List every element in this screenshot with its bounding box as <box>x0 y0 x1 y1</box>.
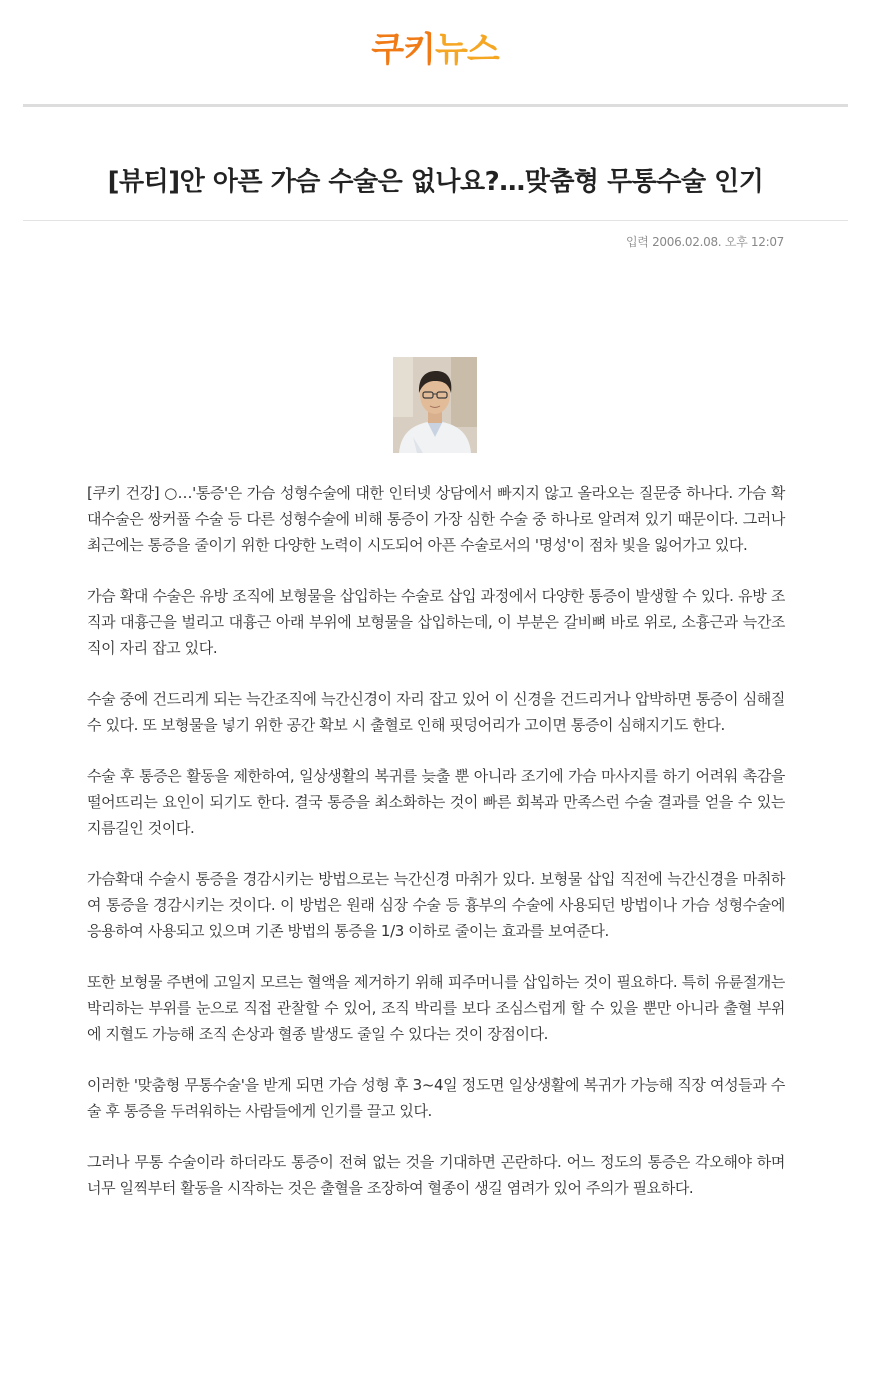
article-paragraph: 가슴 확대 수술은 유방 조직에 보형물을 삽입하는 수술로 삽입 과정에서 다양한 통증이 발생할 수 있다. 유방 조직과 대흉근을 벌리고 대흉근 아래 부위에 보형물을 삽입하는데, 이 부분은 갈비뼈 바로 위로, 소흉근과 늑간조직이 자리 잡고 있다. <box>87 587 785 657</box>
header-divider <box>23 104 848 107</box>
article-paragraph: 가슴확대 수술시 통증을 경감시키는 방법으로는 늑간신경 마취가 있다. 보형물 삽입 직전에 늑간신경을 마취하여 통증을 경감시키는 것이다. 이 방법은 원래 심장 수술 등 흉부의 수술에 사용되던 방법이나 가슴 성형수술에 응용하여 사용되고 있으며 기존 방법의 통증을 1/3 이하로 줄이는 효과를 보여준다. <box>87 870 785 940</box>
article-paragraph: 또한 보형물 주변에 고일지 모르는 혈액을 제거하기 위해 피주머니를 삽입하는 것이 필요하다. 특히 유륜절개는 박리하는 부위를 눈으로 직접 관찰할 수 있어, 조직 박리를 보다 조심스럽게 할 수 있을 뿐만 아니라 출혈 부위에 지혈도 가능해 조직 손상과 혈종 발생도 줄일 수 있다는 것이 장점이다. <box>87 973 785 1043</box>
article-title: [뷰티]안 아픈 가슴 수술은 없나요?…맞춤형 무통수술 인기 <box>107 167 764 198</box>
site-logo[interactable] <box>0 30 870 70</box>
logo-text-kuki: 쿠키 <box>371 30 435 70</box>
article-paragraph: 이러한 '맞춤형 무통수술'을 받게 되면 가슴 성형 후 3~4일 정도면 일상생활에 복귀가 가능해 직장 여성들과 수술 후 통증을 두려워하는 사람들에게 인기를 끌고 있다. <box>87 1076 785 1120</box>
article-paragraph: 그러나 무통 수술이라 하더라도 통증이 전혀 없는 것을 기대하면 곤란하다. 어느 정도의 통증은 각오해야 하며 너무 일찍부터 활동을 시작하는 것은 출혈을 조장하여 혈종이 생길 염려가 있어 주의가 필요하다. <box>87 1153 785 1197</box>
article-body <box>87 480 785 1226</box>
article-paragraph: [쿠키 건강] ○…'통증'은 가슴 성형수술에 대한 인터넷 상담에서 빠지지 않고 올라오는 질문중 하나다. 가슴 확대수술은 쌍커풀 수술 등 다른 성형수술에 비해 통증이 가장 심한 수술 중 하나로 알려져 있기 때문이다. 그러나 최근에는 통증을 줄이기 위한 다양한 노력이 시도되어 아픈 수술로서의 '명성'이 점차 빛을 잃어가고 있다. <box>87 484 785 554</box>
portrait-photo-svg <box>393 357 477 453</box>
article-paragraph: 수술 중에 건드리게 되는 늑간조직에 늑간신경이 자리 잡고 있어 이 신경을 건드리거나 압박하면 통증이 심해질 수 있다. 또 보형물을 넣기 위한 공간 확보 시 출혈로 인해 핏덩어리가 고이면 통증이 심해지기도 한다. <box>87 690 785 734</box>
date-value: 2006.02.08. 오후 12:07 <box>652 235 784 249</box>
article-paragraph: 수술 후 통증은 활동을 제한하여, 일상생활의 복귀를 늦출 뿐 아니라 조기에 가슴 마사지를 하기 어려워 촉감을 떨어뜨리는 요인이 되기도 한다. 결국 통증을 최소화하는 것이 빠른 회복과 만족스런 수술 결과를 얻을 수 있는 지름길인 것이다. <box>87 767 785 837</box>
date-label: 입력 <box>625 235 649 249</box>
article-date <box>626 233 784 250</box>
logo-text-news: 뉴스 <box>435 30 499 70</box>
portrait-photo <box>393 357 477 453</box>
title-divider <box>23 220 848 221</box>
